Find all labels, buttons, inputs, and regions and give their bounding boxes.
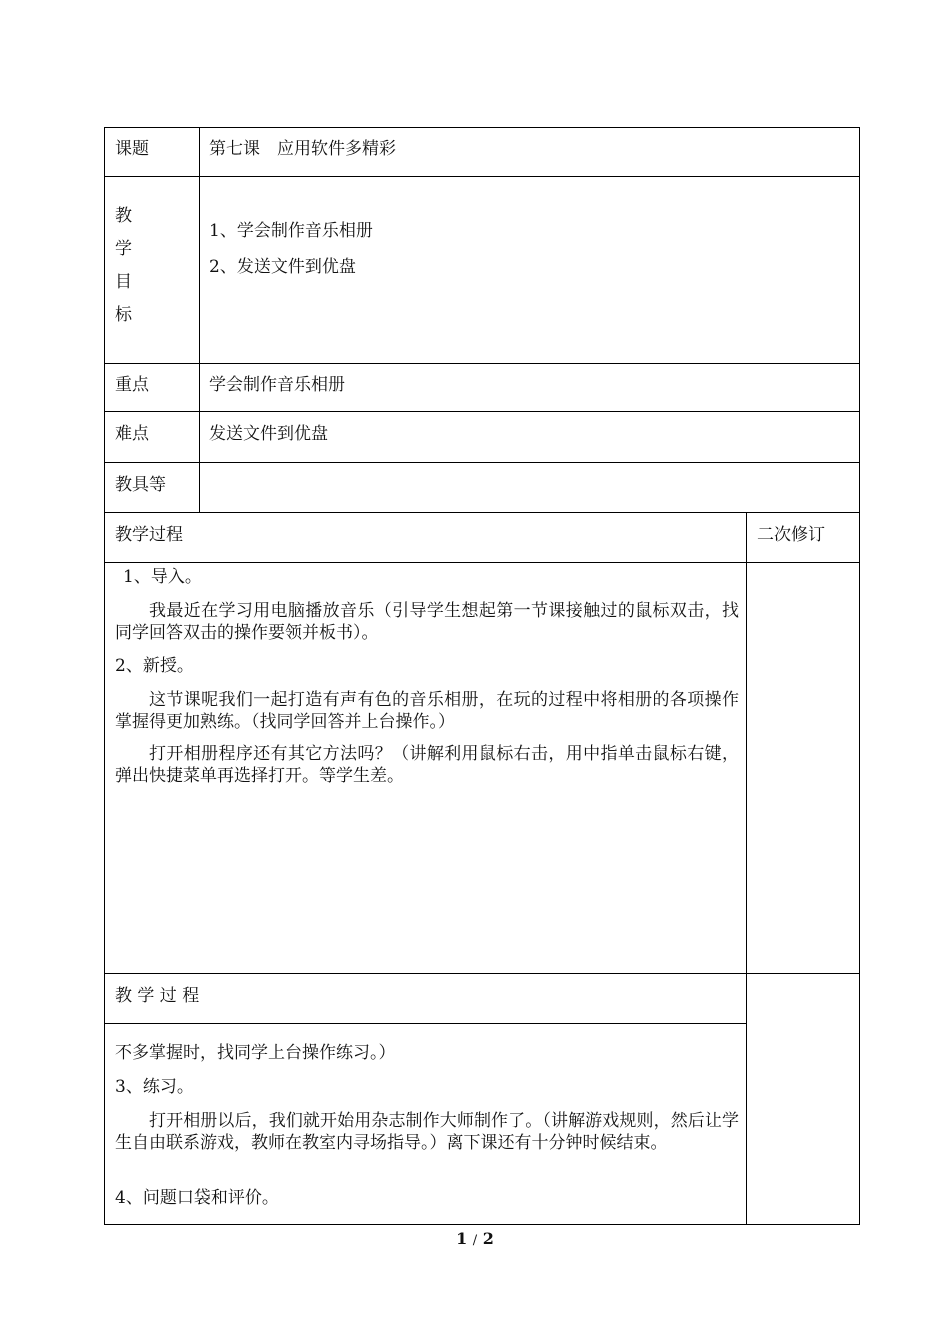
process-heading: 3、练习。 [115,1077,194,1097]
row-divider [104,1023,747,1024]
page-number [0,1229,950,1248]
goal-label-char: 目 [115,272,132,292]
process-heading: 2、新授。 [115,656,194,676]
process-heading: 4、问题口袋和评价。 [115,1188,279,1208]
goal-label-char: 教 [115,206,132,226]
topic-value: 第七课 应用软件多精彩 [209,139,396,159]
difficulty-label: 难点 [115,424,149,444]
key-label: 重点 [115,375,149,395]
column-divider [199,127,200,513]
difficulty-value: 发送文件到优盘 [209,424,328,444]
row-divider [104,363,860,364]
goal-label [115,200,139,332]
table-border-top [104,127,860,128]
page-separator: / [472,1233,478,1248]
tools-label: 教具等 [115,475,166,495]
table-border-right [859,127,860,1225]
process-paragraph: 不多掌握时，找同学上台操作练习。） [115,1043,396,1063]
process-header: 教学过程 [115,525,183,545]
process-header-2: 教 学 过 程 [115,986,200,1006]
process-paragraph: 我最近在学习用电脑播放音乐（引导学生想起第一节课接触过的鼠标双击，找同学回答双击的操作要领并板书）。 [115,601,739,643]
revision-header: 二次修订 [757,525,825,545]
process-heading: 1、导入。 [123,567,202,587]
page-current: 1 [456,1229,468,1248]
goal-label-char: 学 [115,239,132,259]
goal-item: 2、发送文件到优盘 [209,257,356,277]
key-value: 学会制作音乐相册 [209,375,345,395]
process-paragraph: 打开相册程序还有其它方法吗？（讲解利用鼠标右击，用中指单击鼠标右键，弹出快捷菜单再选择打开。等学生差。 [115,744,739,786]
table-border-left [104,127,105,1225]
goal-label-char: 标 [115,305,132,325]
process-paragraph: 这节课呢我们一起打造有声有色的音乐相册，在玩的过程中将相册的各项操作掌握得更加熟练。（找同学回答并上台操作。） [115,690,739,732]
goal-item: 1、学会制作音乐相册 [209,221,373,241]
row-divider [104,176,860,177]
column-divider [746,512,747,1225]
topic-label: 课题 [115,139,149,159]
page-total: 2 [482,1229,494,1248]
process-paragraph: 打开相册以后，我们就开始用杂志制作大师制作了。（讲解游戏规则，然后让学生自由联系游戏，教师在教室内寻场指导。）离下课还有十分钟时候结束。 [115,1111,739,1153]
row-divider [104,462,860,463]
row-divider [104,411,860,412]
